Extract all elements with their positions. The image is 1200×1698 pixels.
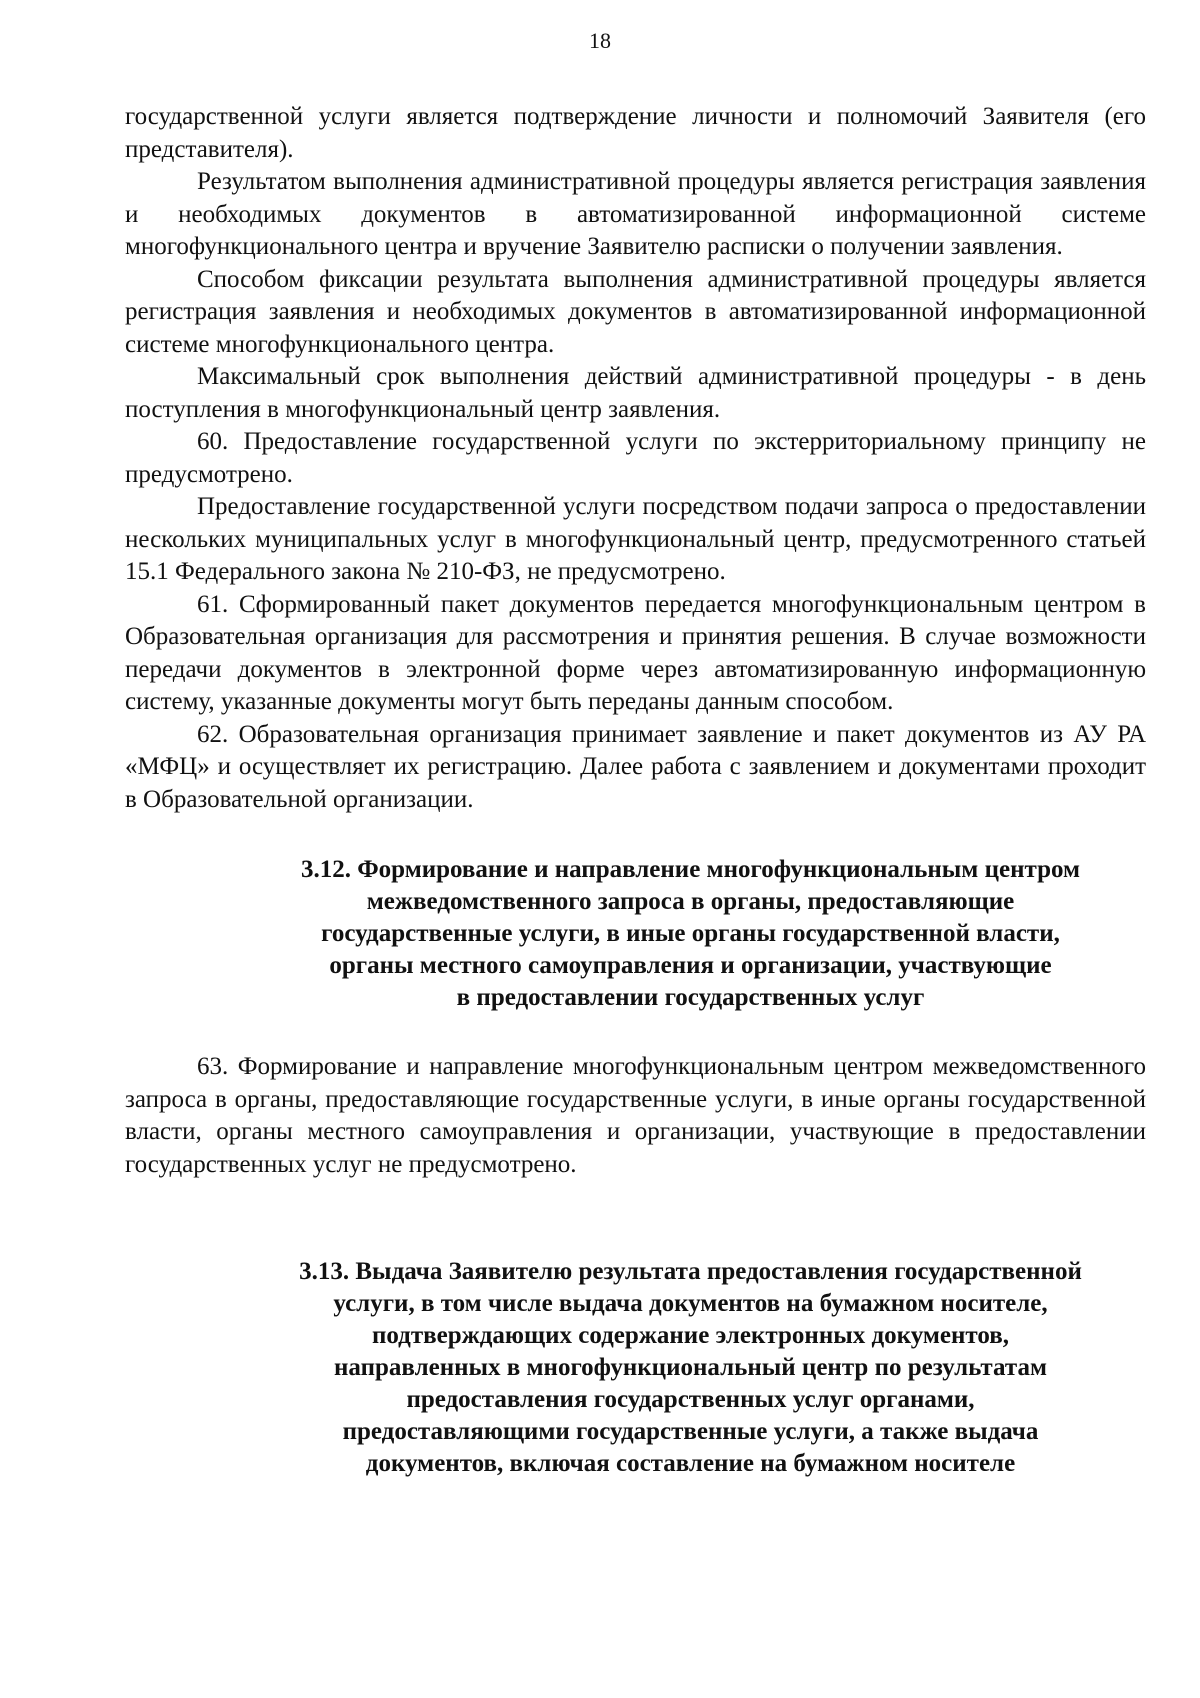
section-heading-3-13 [235, 1256, 1146, 1480]
heading-line: предоставления государственных услуг органами, [406, 1386, 975, 1413]
paragraph-60: 60. Предоставление государственной услуги по экстерриториальному принципу не предусмотрено. [125, 428, 1146, 488]
heading-line: направленных в многофункциональный центр по результатам [334, 1354, 1047, 1381]
paragraph-result: Результатом выполнения административной процедуры является регистрация заявления и необходимых документов в автоматизированной информационной системе многофункционального центра и вручение Заявителю расписки о получении заявления. [125, 168, 1146, 260]
heading-line: документов, включая составление на бумажном носителе [365, 1450, 1016, 1477]
heading-line: подтверждающих содержание электронных документов, [372, 1322, 1009, 1349]
heading-line: государственные услуги, в иные органы государственной власти, [321, 920, 1060, 947]
heading-line: предоставляющими государственные услуги, а также выдача [342, 1418, 1039, 1445]
paragraph-continuation: государственной услуги является подтверждение личности и полномочий Заявителя (его представителя). [125, 103, 1146, 163]
page-number: 18 [589, 28, 611, 53]
paragraph-complex-request: Предоставление государственной услуги посредством подачи запроса о предоставлении нескольких муниципальных услуг в многофункциональный центр, предусмотренного статьей 15.1 Федерального закона № 210-ФЗ, не предусмотрено. [125, 493, 1146, 585]
heading-line: 3.13. Выдача Заявителю результата предоставления государственной [299, 1258, 1082, 1285]
heading-line: услуги, в том числе выдача документов на бумажном носителе, [333, 1290, 1048, 1317]
paragraph-fixation: Способом фиксации результата выполнения административной процедуры является регистрация заявления и необходимых документов в автоматизированной информационной системе многофункционального центра. [125, 265, 1146, 358]
heading-line: 3.12. Формирование и направление многофункциональным центром [300, 856, 1081, 883]
paragraph-63: 63. Формирование и направление многофункциональным центром межведомственного запроса в органы, предоставляющие государственные услуги, в иные органы государственной власти, органы местного самоуправления и организации, участвующие в предоставлении государственных услуг не предусмотрено. [125, 1053, 1146, 1178]
paragraph-62: 62. Образовательная организация принимает заявление и пакет документов из АУ РА «МФЦ» и осуществляет их регистрацию. Далее работа с заявлением и документами проходит в Образовательной организации. [125, 720, 1146, 813]
heading-line: в предоставлении государственных услуг [456, 984, 925, 1011]
section-heading-3-12 [235, 854, 1146, 1014]
document-body [125, 101, 1146, 1480]
paragraph-61: 61. Сформированный пакет документов передается многофункциональным центром в Образовательная организация для рассмотрения и принятия решения. В случае возможности передачи документов в электронной форме через автоматизированную информационную систему, указанные документы могут быть переданы данным способом. [125, 590, 1146, 715]
heading-line: органы местного самоуправления и организации, участвующие [329, 952, 1052, 979]
paragraph-max-term: Максимальный срок выполнения действий административной процедуры - в день поступления в многофункциональный центр заявления. [125, 363, 1146, 423]
heading-line: межведомственного запроса в органы, предоставляющие [366, 888, 1015, 915]
